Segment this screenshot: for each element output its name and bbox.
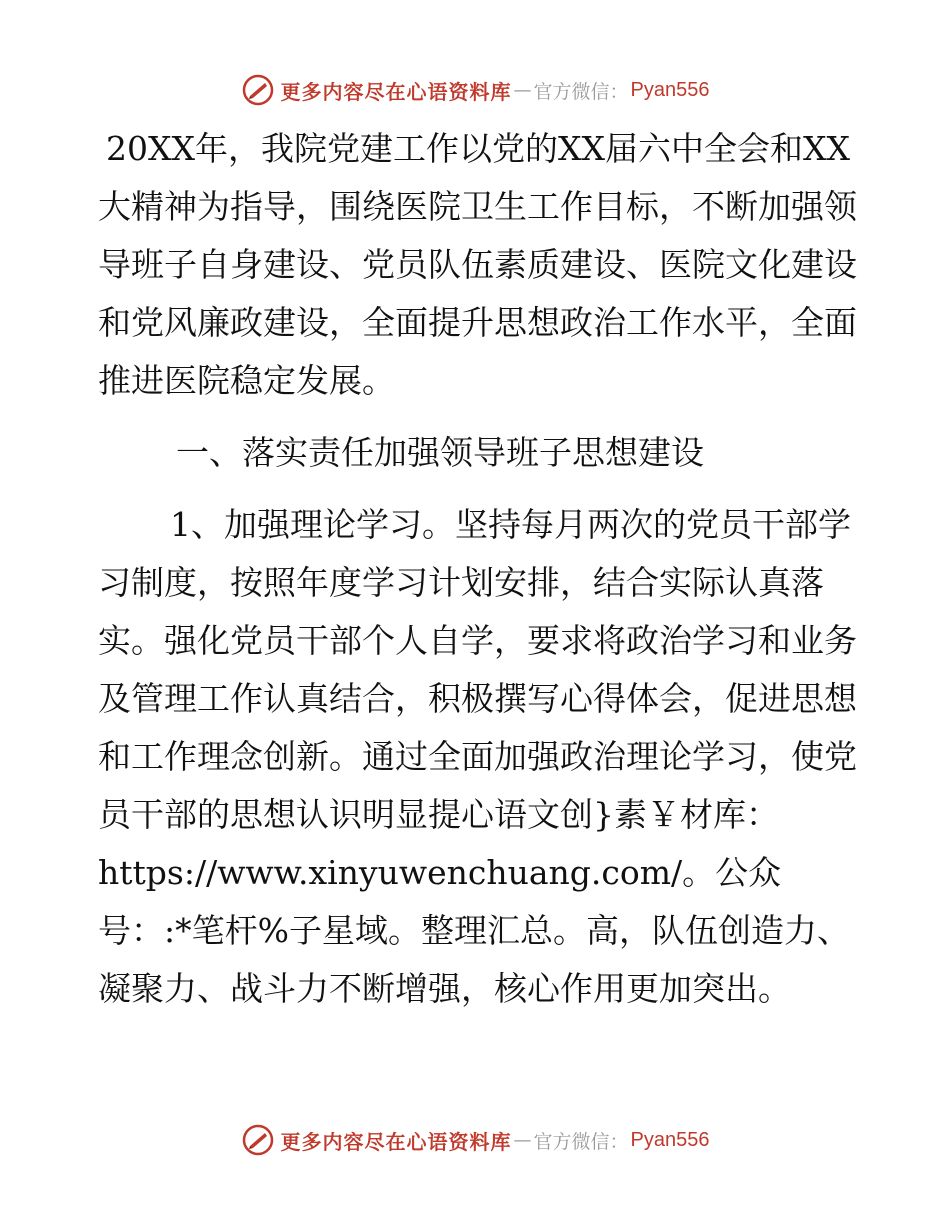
watermark-separator: — (513, 1129, 532, 1151)
watermark-separator: — (513, 79, 532, 101)
item-paragraph-1: 1、加强理论学习。坚持每月两次的党员干部学习制度，按照年度学习计划安排，结合实际认真落实。强化党员干部个人自学，要求将政治学习和业务及管理工作认真结合，积极撰写心得体会，促进思想和工作理念创新。通过全面加强政治理论学习，使党员干部的思想认识明显提心语文创}素￥材库：https://www.xinyuwenchuang.com/。公众号：:*笔杆%子星域。整理汇总。高，队伍创造力、凝聚力、战斗力不断增强，核心作用更加突出。 (98, 505, 857, 1008)
watermark-text: 更多内容尽在心语资料库 (280, 79, 512, 104)
logo-icon (241, 73, 275, 107)
logo-icon (241, 1123, 275, 1157)
watermark-wechat-id: Pyan556 (630, 1128, 710, 1151)
document-body (98, 120, 858, 1018)
intro-paragraph: 20XX年，我院党建工作以党的XX届六中全会和XX大精神为指导，围绕医院卫生工作目标，不断加强领导班子自身建设、党员队伍素质建设、医院文化建设和党风廉政建设，全面提升思想政治工作水平，全面推进医院稳定发展。 (98, 129, 857, 400)
watermark-wechat-id: Pyan556 (630, 78, 710, 101)
watermark-text: 更多内容尽在心语资料库 (280, 1129, 512, 1154)
watermark-wechat-label: 官方微信： (533, 1130, 629, 1153)
section-heading: 一、落实责任加强领导班子思想建设 (176, 433, 704, 472)
header-watermark (0, 70, 950, 110)
watermark-wechat-label: 官方微信： (533, 80, 629, 103)
footer-watermark (0, 1120, 950, 1160)
